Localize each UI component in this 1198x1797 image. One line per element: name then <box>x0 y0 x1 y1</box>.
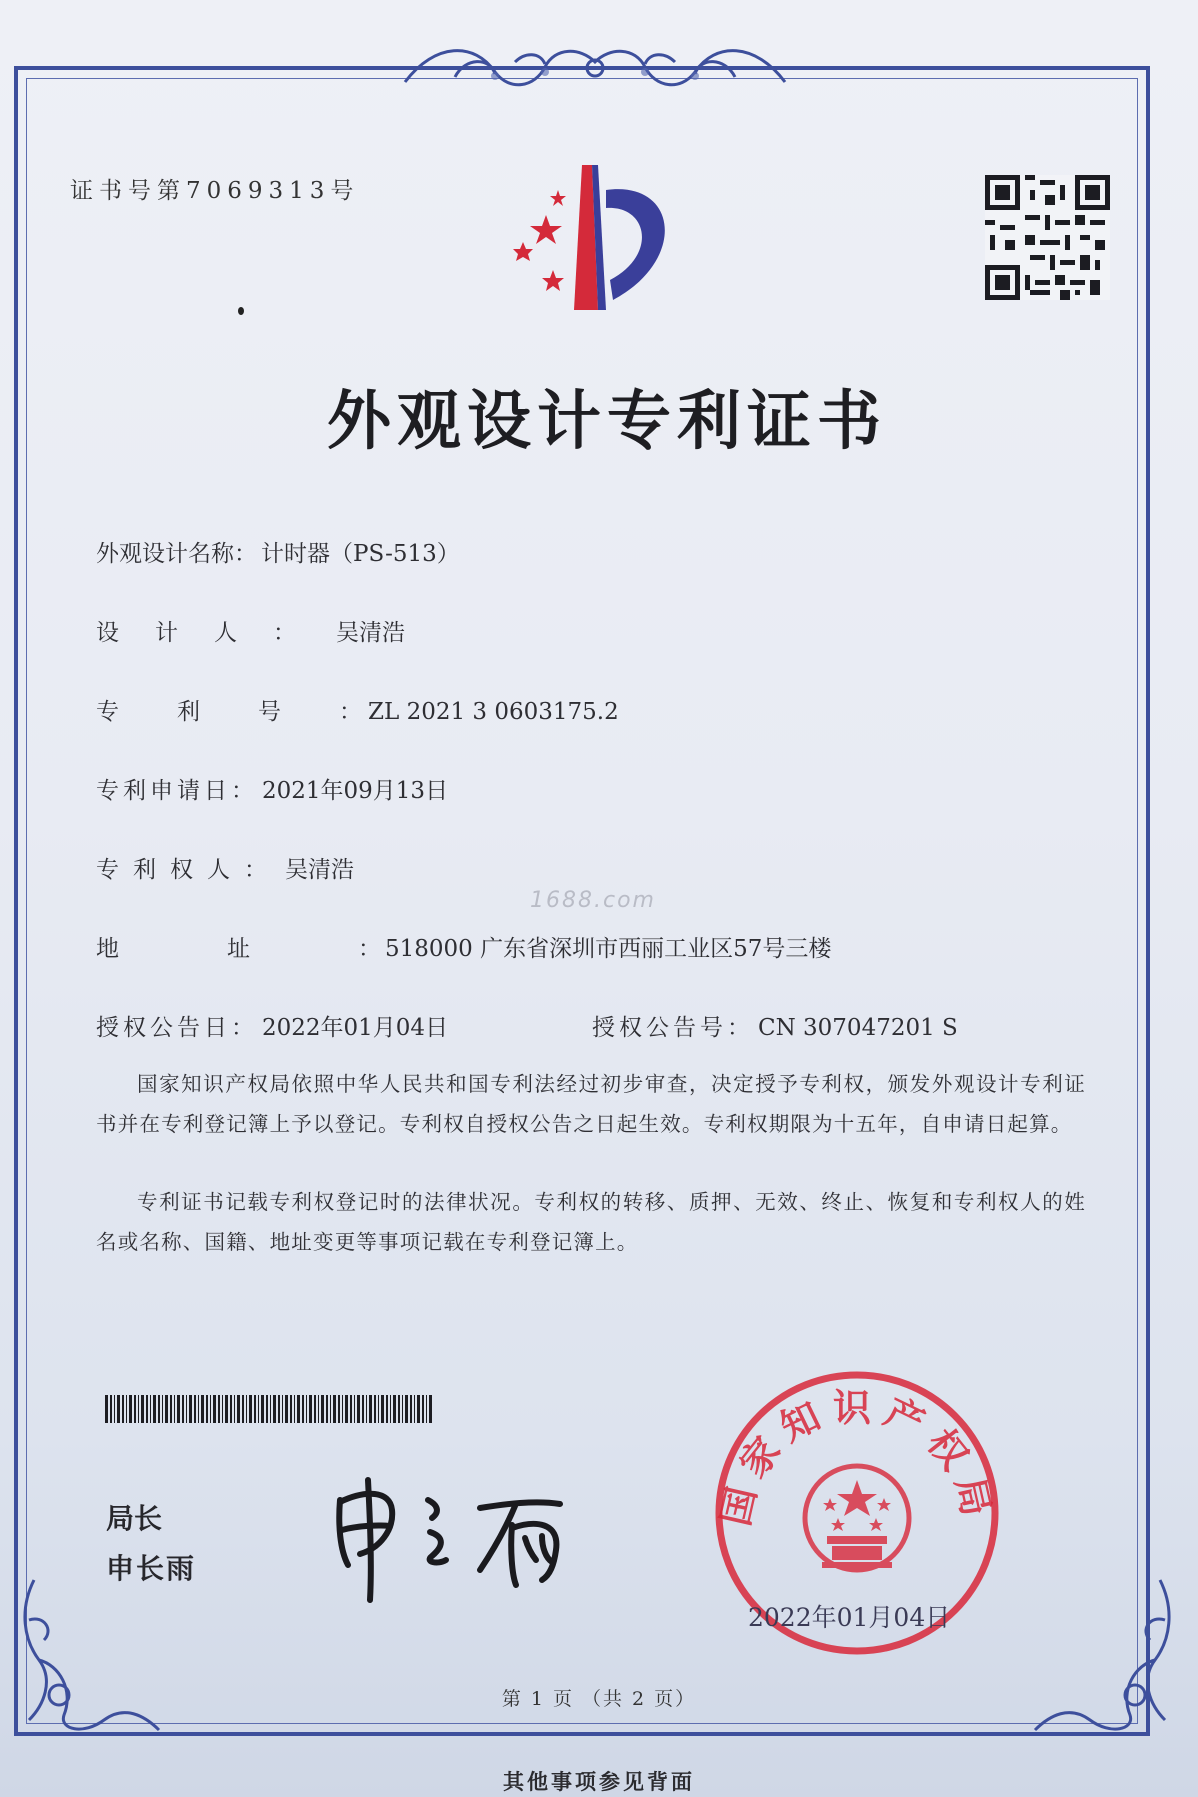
signature-icon <box>320 1470 610 1610</box>
application-date-label: 专利申请日： <box>96 778 258 804</box>
patentee-field <box>96 851 354 884</box>
application-date-field <box>96 772 448 805</box>
seal-org-text: 国家知识产权局 <box>713 1386 1001 1530</box>
announce-no-value: CN 307047201 S <box>758 1015 958 1041</box>
bottom-left-ornament-icon <box>14 1570 164 1740</box>
announce-date-value: 2022年01月04日 <box>262 1015 449 1041</box>
patentee-label: 专利权人： <box>96 857 281 883</box>
address-value: 518000 广东省深圳市西丽工业区57号三楼 <box>385 936 832 962</box>
address-label: 地址： <box>96 936 489 962</box>
certificate-title: 外观设计专利证书 <box>327 384 887 459</box>
application-date-value: 2021年09月13日 <box>262 778 449 804</box>
svg-text:国家知识产权局 <box>713 1386 1001 1530</box>
certificate-number: 证书号第7069313号 <box>70 178 360 204</box>
patent-no-value: ZL 2021 3 0603175.2 <box>368 699 619 725</box>
patentee-value: 吴清浩 <box>285 857 354 883</box>
announce-date-field <box>96 1009 448 1042</box>
ink-dot <box>238 307 244 315</box>
qr-code-icon <box>985 175 1110 300</box>
design-name-field <box>96 535 460 568</box>
director-title: 局长 <box>106 1502 163 1535</box>
announce-no-field <box>592 1009 958 1042</box>
design-name-label: 外观设计名称： <box>96 541 257 567</box>
page-indicator: 第 1 页 （共 2 页） <box>501 1688 697 1710</box>
bottom-right-ornament-icon <box>1030 1570 1180 1740</box>
designer-label: 设计人： <box>96 620 332 646</box>
watermark-text: 1688.com <box>530 888 656 913</box>
patent-no-field <box>96 693 619 726</box>
footer-note: 其他事项参见背面 <box>503 1769 695 1794</box>
top-ornament-icon <box>395 32 795 102</box>
patent-no-label: 专利号： <box>96 699 420 725</box>
cnipa-logo-icon <box>488 160 688 320</box>
grant-paragraph: 国家知识产权局依照中华人民共和国专利法经过初步审查，决定授予专利权，颁发外观设计专利证书并在专利登记簿上予以登记。专利权自授权公告之日起生效。专利权期限为十五年，自申请日起算。 <box>96 1072 1086 1136</box>
designer-field <box>96 614 405 647</box>
legal-status-paragraph: 专利证书记载专利权登记时的法律状况。专利权的转移、质押、无效、终止、恢复和专利权人的姓名或名称、国籍、地址变更等事项记载在专利登记簿上。 <box>96 1190 1086 1254</box>
barcode-icon <box>105 1395 435 1423</box>
director-name: 申长雨 <box>106 1552 197 1585</box>
seal-date: 2022年01月04日 <box>748 1603 951 1632</box>
address-field <box>96 930 831 963</box>
design-name-value: 计时器（PS-513） <box>261 541 460 567</box>
announce-no-label: 授权公告号： <box>592 1015 754 1041</box>
announce-date-label: 授权公告日： <box>96 1015 258 1041</box>
designer-value: 吴清浩 <box>336 620 405 646</box>
